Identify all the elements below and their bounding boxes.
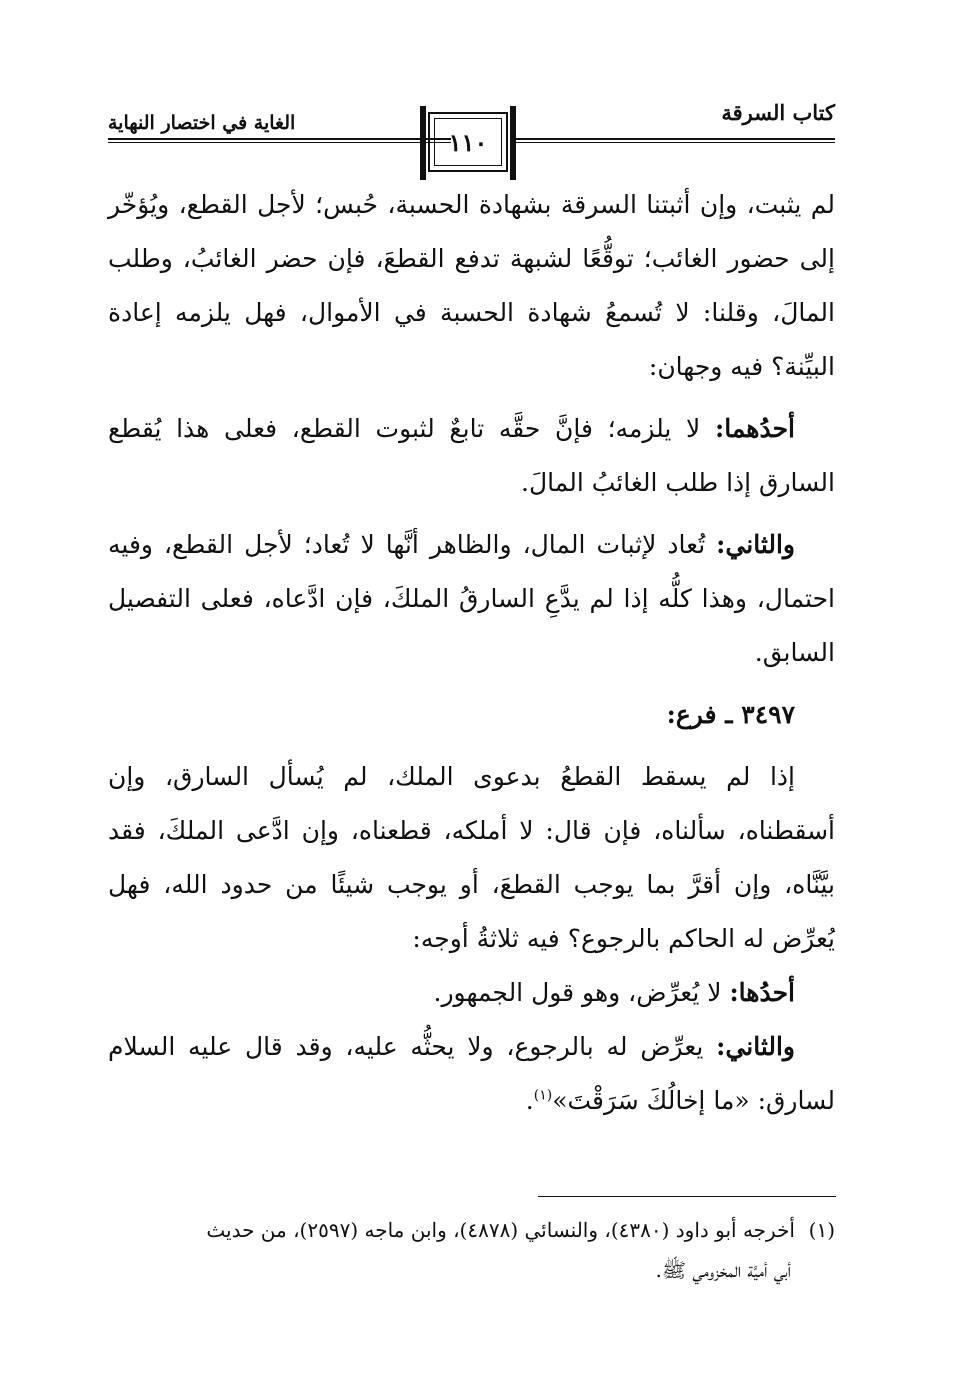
footnote-marker: (١) xyxy=(533,1087,553,1104)
main-text xyxy=(108,178,835,1128)
paragraph xyxy=(108,966,835,1020)
paragraph-text: يعرِّض له بالرجوع، ولا يحثُّه عليه، وقد قال عليه السلام لسارق: «ما إخالُكَ سَرَقْتَ» xyxy=(108,1032,835,1115)
paragraph xyxy=(108,750,835,966)
header-rule xyxy=(108,138,451,140)
paragraph-label: أحدُهما: xyxy=(714,414,795,443)
section-heading: ٣٤٩٧ ـ فرع: xyxy=(666,700,795,729)
paragraph-text: تُعاد لإثبات المال، والظاهر أنَّها لا تُعاد؛ لأجل القطع، وفيه احتمال، وهذا كلُّه إذا لم يدَّعِ السارقُ الملكَ، فإن ادَّعاه، فعلى التفصيل السابق. xyxy=(108,530,835,667)
footnote xyxy=(108,1210,835,1250)
frame-ornament xyxy=(420,106,426,180)
paragraph xyxy=(108,1020,835,1128)
frame-ornament xyxy=(510,106,516,180)
paragraph-text: لا يُعرِّض، وهو قول الجمهور. xyxy=(433,978,722,1007)
paragraph-text: لا يلزمه؛ فإنَّ حقَّه تابعٌ لثبوت القطع، فعلى هذا يُقطع السارق إذا طلب الغائبُ المالَ. xyxy=(108,414,835,497)
page-number-frame xyxy=(428,112,508,172)
footnotes xyxy=(108,1210,835,1290)
paragraph-label: والثاني: xyxy=(716,530,795,559)
paragraph xyxy=(108,518,835,680)
running-header-chapter: كتاب السرقة xyxy=(721,100,835,125)
header-rule xyxy=(510,142,835,143)
paragraph-label: والثاني: xyxy=(716,1032,795,1061)
running-header-title: الغاية في اختصار النهاية xyxy=(108,112,296,134)
paragraph xyxy=(108,178,835,394)
paragraph-end: . xyxy=(525,1086,534,1115)
paragraph xyxy=(108,402,835,510)
header-rule xyxy=(510,138,835,140)
footnote-continuation: أبي أميَّة المخزومي ﷺ. xyxy=(655,1258,791,1282)
footnote-number: (١) xyxy=(808,1218,835,1242)
paragraph-text: لم يثبت، وإن أثبتنا السرقة بشهادة الحسبة، حُبس؛ لأجل القطع، ويُؤخّر إلى حضور الغائب؛ توقُّعًا لشبهة تدفع القطعَ، فإن حضر الغائبُ، وطلب المالَ، وقلنا: لا تُسمعُ شهادة الحسبة في الأموال، فهل يلزمه إعادة البيِّنة؟ فيه وجهان: xyxy=(108,190,835,381)
page-number: ١١٠ xyxy=(448,128,488,157)
footnote-text: أخرجه أبو داود (٤٣٨٠)، والنسائي (٤٨٧٨)، وابن ماجه (٢٥٩٧)، من حديث xyxy=(206,1218,795,1242)
paragraph-label: أحدُها: xyxy=(729,978,795,1007)
paragraph-text: إذا لم يسقط القطعُ بدعوى الملك، لم يُسأل السارق، وإن أسقطناه، سألناه، فإن قال: لا أملكه، قطعناه، وإن ادَّعى الملكَ، فقد بيَّنَّاه، وإن أقرَّ بما يوجب القطعَ، أو يوجب شيئًا من حدود الله، فهل يُعرِّض له الحاكم بالرجوع؟ فيه ثلاثةُ أوجه: xyxy=(108,762,835,953)
footnote-separator xyxy=(538,1196,836,1197)
header-rule xyxy=(108,142,451,143)
